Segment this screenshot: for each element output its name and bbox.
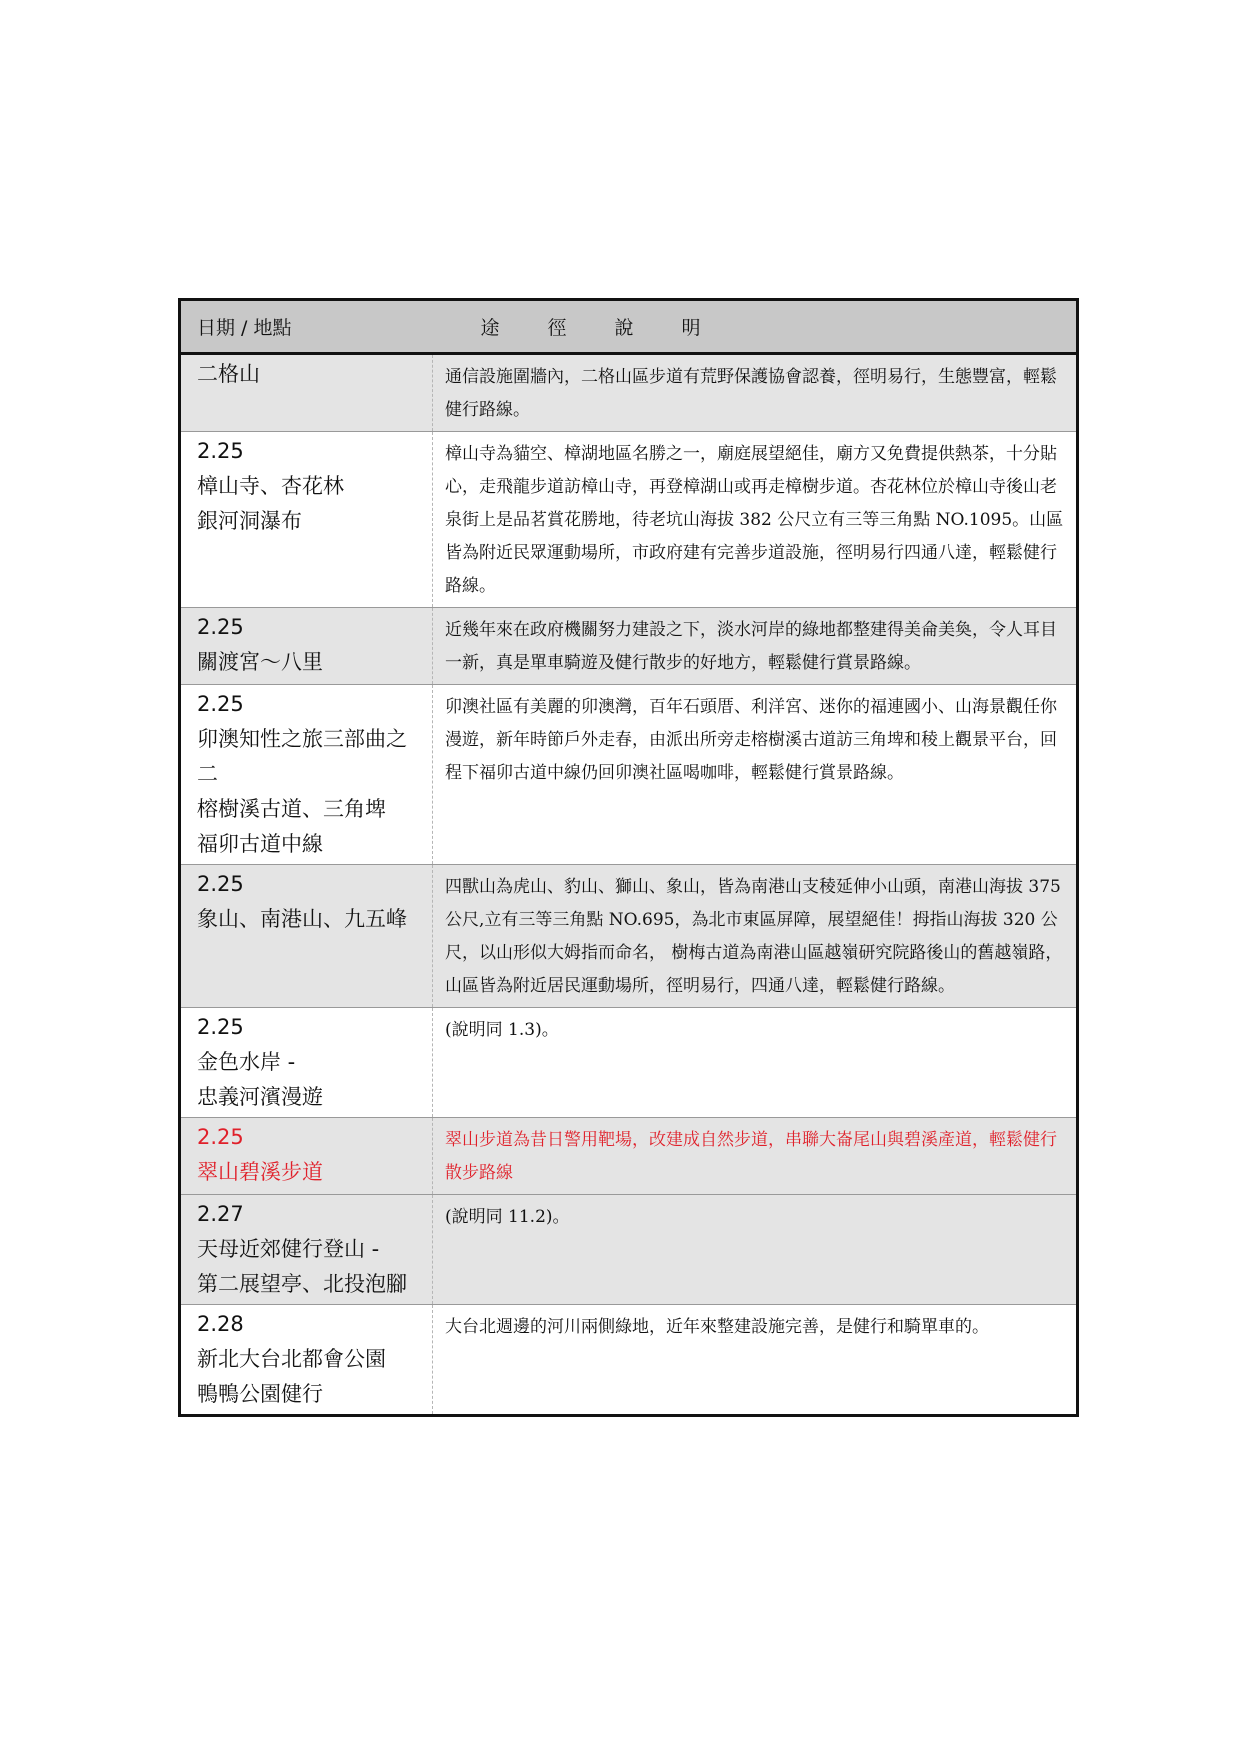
place-name: 新北大台北都會公園 <box>197 1347 386 1371</box>
place-name: 象山、南港山、九五峰 <box>197 907 407 931</box>
description-cell: 通信設施圍牆內，二格山區步道有荒野保護協會認養，徑明易行，生態豐富，輕鬆健行路線。 <box>433 354 1078 432</box>
table-row-highlighted <box>180 1118 1078 1195</box>
table-row <box>180 608 1078 685</box>
date-place-cell <box>180 354 433 432</box>
date-text: 2.28 <box>197 1312 244 1336</box>
description-cell: 大台北週邊的河川兩側綠地，近年來整建設施完善，是健行和騎單車的。 <box>433 1305 1078 1416</box>
date-place-cell <box>180 1195 433 1305</box>
place-name: 第二展望亭、北投泡腳 <box>197 1272 407 1296</box>
place-name: 翠山碧溪步道 <box>197 1160 323 1184</box>
table-row <box>180 432 1078 608</box>
table-row <box>180 354 1078 432</box>
header-row <box>180 300 1078 354</box>
description-cell: 近幾年來在政府機關努力建設之下，淡水河岸的綠地都整建得美侖美奐，令人耳目一新，真是單車騎遊及健行散步的好地方，輕鬆健行賞景路線。 <box>433 608 1078 685</box>
table-row <box>180 1305 1078 1416</box>
place-name: 榕樹溪古道、三角埤 <box>197 797 386 821</box>
place-name: 天母近郊健行登山 - <box>197 1237 380 1261</box>
description-cell: 翠山步道為昔日警用靶場，改建成自然步道，串聯大崙尾山與碧溪產道，輕鬆健行散步路線 <box>433 1118 1078 1195</box>
table-row <box>180 1008 1078 1118</box>
place-name: 福卯古道中線 <box>197 832 323 856</box>
date-place-cell <box>180 432 433 608</box>
description-cell: (說明同 1.3)。 <box>433 1008 1078 1118</box>
place-name: 金色水岸 - <box>197 1050 296 1074</box>
description-cell: (說明同 11.2)。 <box>433 1195 1078 1305</box>
date-place-cell <box>180 685 433 865</box>
date-text: 2.25 <box>197 439 244 463</box>
table-row <box>180 685 1078 865</box>
table-row <box>180 1195 1078 1305</box>
place-name: 銀河洞瀑布 <box>197 509 302 533</box>
place-name: 關渡宮～八里 <box>197 650 323 674</box>
date-place-cell <box>180 1008 433 1118</box>
table-row <box>180 865 1078 1008</box>
date-text: 2.25 <box>197 615 244 639</box>
schedule-table <box>178 298 1079 1417</box>
date-place-cell <box>180 865 433 1008</box>
date-place-cell <box>180 608 433 685</box>
header-date-place: 日期 / 地點 <box>180 300 433 354</box>
date-text: 2.25 <box>197 1125 244 1149</box>
description-cell: 卯澳社區有美麗的卯澳灣，百年石頭厝、利洋宮、迷你的福連國小、山海景觀任你漫遊，新年時節戶外走春，由派出所旁走榕樹溪古道訪三角埤和稜上觀景平台，回程下福卯古道中線仍回卯澳社區喝咖啡，輕鬆健行賞景路線。 <box>433 685 1078 865</box>
place-name: 二格山 <box>197 362 260 386</box>
description-cell: 四獸山為虎山、豹山、獅山、象山，皆為南港山支稜延伸小山頭，南港山海拔 375 公尺,立有三等三角點 NO.695，為北市東區屏障，展望絕佳！拇指山海拔 320 公尺，以山形似大姆指而命名， 樹梅古道為南港山區越嶺研究院路後山的舊越嶺路，山區皆為附近居民運動場所，徑明易行，四通八達，輕鬆健行路線。 <box>433 865 1078 1008</box>
place-name: 鴨鴨公園健行 <box>197 1382 323 1406</box>
date-text: 2.25 <box>197 692 244 716</box>
place-name: 樟山寺、杏花林 <box>197 474 344 498</box>
date-place-cell <box>180 1118 433 1195</box>
date-text: 2.25 <box>197 872 244 896</box>
header-description: 途徑說明 <box>433 300 1078 354</box>
date-text: 2.27 <box>197 1202 244 1226</box>
description-cell: 樟山寺為貓空、樟湖地區名勝之一，廟庭展望絕佳，廟方又免費提供熱茶，十分貼心，走飛龍步道訪樟山寺，再登樟湖山或再走樟樹步道。杏花林位於樟山寺後山老泉街上是品茗賞花勝地，待老坑山海拔 382 公尺立有三等三角點 NO.1095。山區皆為附近民眾運動場所，市政府建有完善步道設施，徑明易行四通八達，輕鬆健行路線。 <box>433 432 1078 608</box>
date-text: 2.25 <box>197 1015 244 1039</box>
place-name: 卯澳知性之旅三部曲之二 <box>197 727 407 786</box>
date-place-cell <box>180 1305 433 1416</box>
place-name: 忠義河濱漫遊 <box>197 1085 323 1109</box>
